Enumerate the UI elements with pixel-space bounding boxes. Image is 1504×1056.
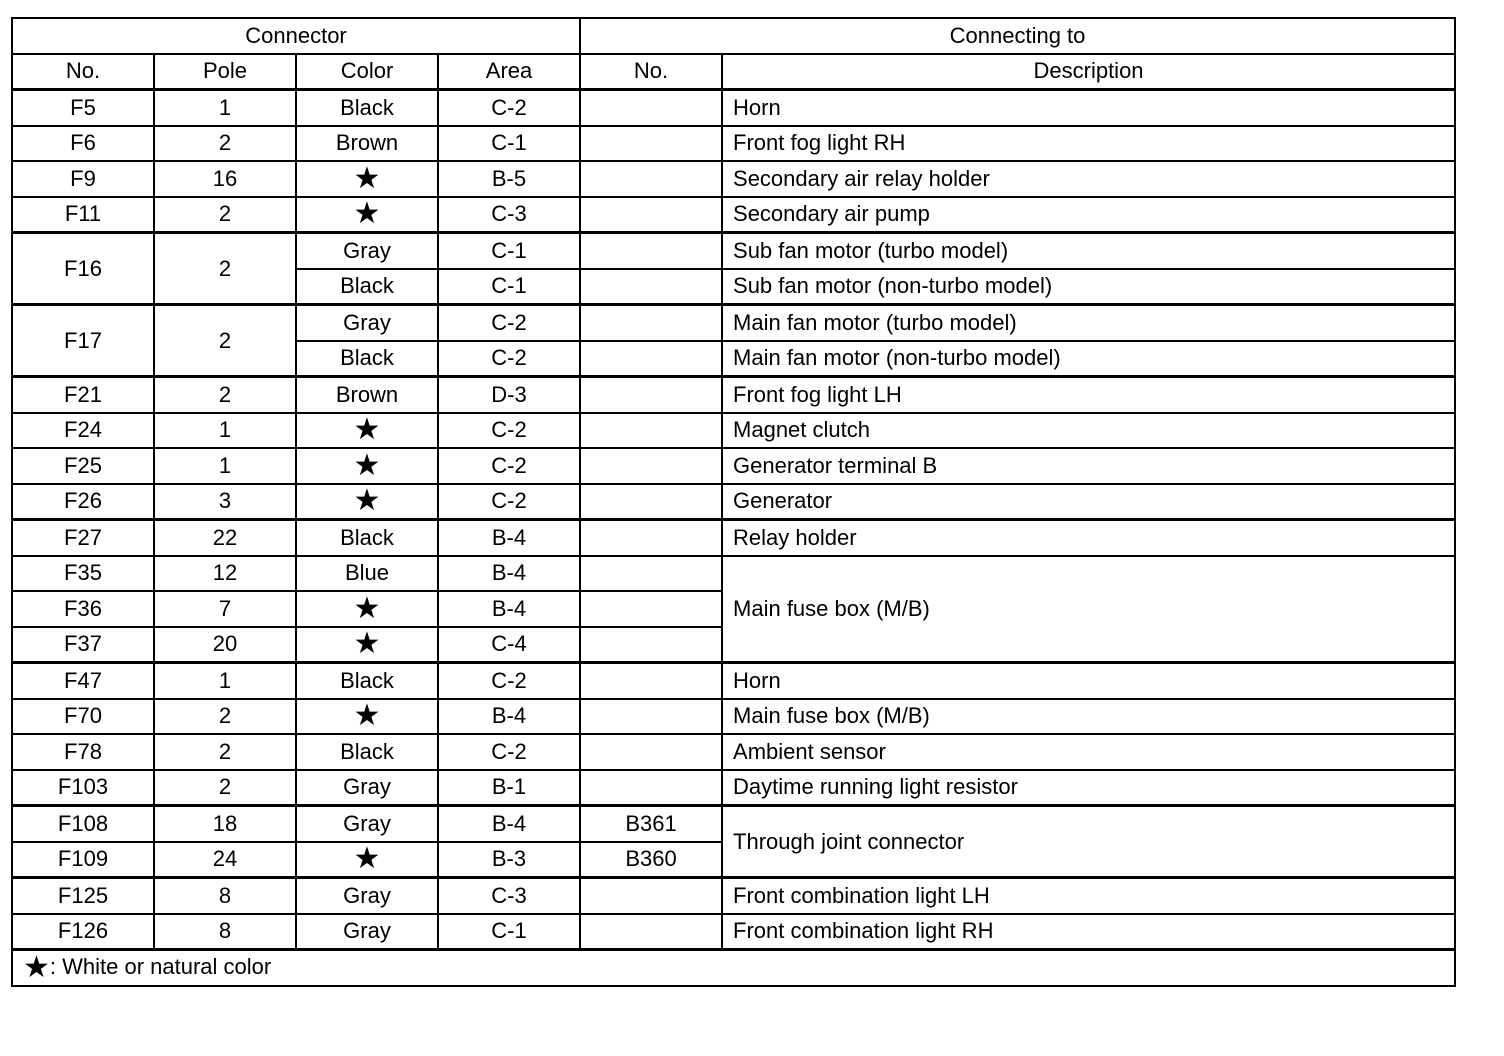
cell-color: Gray <box>296 233 438 269</box>
cell-no: F126 <box>12 914 154 950</box>
header-description: Description <box>722 54 1455 90</box>
cell-pole: 1 <box>154 90 296 126</box>
cell-pole: 1 <box>154 448 296 484</box>
table-row <box>12 914 1455 950</box>
cell-pole: 24 <box>154 842 296 878</box>
cell-connecting-no <box>580 734 722 770</box>
cell-connecting-no <box>580 556 722 592</box>
cell-color: Gray <box>296 806 438 842</box>
cell-connecting-no <box>580 269 722 305</box>
cell-description: Secondary air relay holder <box>722 161 1455 197</box>
cell-description: Relay holder <box>722 520 1455 556</box>
cell-pole: 7 <box>154 591 296 627</box>
cell-color <box>296 699 438 735</box>
cell-pole: 2 <box>154 197 296 233</box>
cell-area: C-2 <box>438 90 580 126</box>
cell-area: C-2 <box>438 448 580 484</box>
cell-description: Front combination light RH <box>722 914 1455 950</box>
table-row <box>12 556 1455 592</box>
star-icon: ★ <box>353 842 381 876</box>
cell-connecting-no: B360 <box>580 842 722 878</box>
table-row <box>12 734 1455 770</box>
cell-connecting-no <box>580 878 722 914</box>
cell-no: F26 <box>12 484 154 520</box>
star-icon: ★ <box>23 950 50 984</box>
cell-description: Front fog light LH <box>722 377 1455 413</box>
cell-area: C-1 <box>438 914 580 950</box>
cell-description: Ambient sensor <box>722 734 1455 770</box>
star-icon: ★ <box>353 161 381 195</box>
cell-no: F103 <box>12 770 154 806</box>
cell-connecting-no <box>580 341 722 377</box>
cell-pole: 1 <box>154 413 296 449</box>
header-connector: Connector <box>12 18 580 54</box>
cell-pole: 2 <box>154 233 296 305</box>
cell-color <box>296 197 438 233</box>
cell-color <box>296 842 438 878</box>
cell-area: B-4 <box>438 806 580 842</box>
table-row <box>12 197 1455 233</box>
cell-no: F37 <box>12 627 154 663</box>
cell-description: Secondary air pump <box>722 197 1455 233</box>
cell-connecting-no <box>580 233 722 269</box>
table-row <box>12 413 1455 449</box>
cell-area: B-4 <box>438 699 580 735</box>
cell-area: C-2 <box>438 663 580 699</box>
table-row <box>12 770 1455 806</box>
cell-color: Brown <box>296 377 438 413</box>
table-row <box>12 520 1455 556</box>
cell-no: F24 <box>12 413 154 449</box>
cell-no: F125 <box>12 878 154 914</box>
table-row <box>12 806 1455 842</box>
cell-pole: 12 <box>154 556 296 592</box>
table-row <box>12 663 1455 699</box>
cell-area: D-3 <box>438 377 580 413</box>
cell-color: Gray <box>296 770 438 806</box>
cell-pole: 8 <box>154 914 296 950</box>
cell-color: Brown <box>296 126 438 162</box>
cell-area: B-4 <box>438 520 580 556</box>
cell-no: F9 <box>12 161 154 197</box>
cell-color: Black <box>296 734 438 770</box>
cell-area: C-2 <box>438 341 580 377</box>
cell-description: Horn <box>722 90 1455 126</box>
cell-pole: 22 <box>154 520 296 556</box>
cell-color <box>296 161 438 197</box>
cell-description: Through joint connector <box>722 806 1455 878</box>
header-connecting-no: No. <box>580 54 722 90</box>
table-row <box>12 699 1455 735</box>
cell-no: F6 <box>12 126 154 162</box>
cell-description: Generator <box>722 484 1455 520</box>
cell-connecting-no <box>580 197 722 233</box>
cell-connecting-no <box>580 484 722 520</box>
cell-pole: 20 <box>154 627 296 663</box>
cell-no: F25 <box>12 448 154 484</box>
cell-color: Gray <box>296 305 438 341</box>
cell-area: B-4 <box>438 591 580 627</box>
cell-pole: 2 <box>154 770 296 806</box>
cell-no: F78 <box>12 734 154 770</box>
table-row <box>12 448 1455 484</box>
cell-color <box>296 448 438 484</box>
cell-color <box>296 413 438 449</box>
cell-no: F35 <box>12 556 154 592</box>
cell-connecting-no <box>580 520 722 556</box>
cell-no: F27 <box>12 520 154 556</box>
cell-description: Main fan motor (non-turbo model) <box>722 341 1455 377</box>
cell-area: C-3 <box>438 878 580 914</box>
header-no: No. <box>12 54 154 90</box>
cell-description: Front combination light LH <box>722 878 1455 914</box>
cell-color <box>296 484 438 520</box>
cell-description: Daytime running light resistor <box>722 770 1455 806</box>
cell-color <box>296 591 438 627</box>
cell-no: F36 <box>12 591 154 627</box>
cell-no: F5 <box>12 90 154 126</box>
cell-pole: 2 <box>154 377 296 413</box>
header-color: Color <box>296 54 438 90</box>
star-icon: ★ <box>353 197 381 231</box>
cell-connecting-no <box>580 161 722 197</box>
header-pole: Pole <box>154 54 296 90</box>
cell-color: Black <box>296 341 438 377</box>
cell-connecting-no <box>580 914 722 950</box>
star-icon: ★ <box>353 484 381 518</box>
cell-connecting-no <box>580 448 722 484</box>
cell-connecting-no <box>580 663 722 699</box>
cell-pole: 2 <box>154 699 296 735</box>
cell-area: B-1 <box>438 770 580 806</box>
cell-area: C-4 <box>438 627 580 663</box>
cell-description: Sub fan motor (non-turbo model) <box>722 269 1455 305</box>
cell-area: C-2 <box>438 413 580 449</box>
cell-connecting-no <box>580 413 722 449</box>
star-icon: ★ <box>353 699 381 733</box>
table-row <box>12 377 1455 413</box>
cell-connecting-no <box>580 305 722 341</box>
cell-no: F17 <box>12 305 154 377</box>
cell-description: Main fan motor (turbo model) <box>722 305 1455 341</box>
cell-connecting-no <box>580 627 722 663</box>
cell-description: Magnet clutch <box>722 413 1455 449</box>
cell-connecting-no <box>580 377 722 413</box>
cell-connecting-no <box>580 591 722 627</box>
cell-pole: 18 <box>154 806 296 842</box>
cell-area: C-1 <box>438 233 580 269</box>
cell-no: F11 <box>12 197 154 233</box>
table-row <box>12 126 1455 162</box>
cell-pole: 2 <box>154 126 296 162</box>
cell-color: Black <box>296 269 438 305</box>
cell-no: F108 <box>12 806 154 842</box>
cell-description: Front fog light RH <box>722 126 1455 162</box>
star-icon: ★ <box>353 413 381 447</box>
star-icon: ★ <box>353 627 381 661</box>
cell-area: B-5 <box>438 161 580 197</box>
legend-text: : White or natural color <box>49 953 272 979</box>
cell-no: F109 <box>12 842 154 878</box>
cell-pole: 8 <box>154 878 296 914</box>
cell-area: C-2 <box>438 734 580 770</box>
cell-color: Black <box>296 520 438 556</box>
cell-pole: 2 <box>154 734 296 770</box>
cell-pole: 16 <box>154 161 296 197</box>
cell-connecting-no <box>580 126 722 162</box>
cell-connecting-no <box>580 699 722 735</box>
cell-pole: 3 <box>154 484 296 520</box>
cell-pole: 1 <box>154 663 296 699</box>
cell-area: B-3 <box>438 842 580 878</box>
cell-description: Generator terminal B <box>722 448 1455 484</box>
cell-description: Sub fan motor (turbo model) <box>722 233 1455 269</box>
cell-connecting-no <box>580 90 722 126</box>
cell-area: C-3 <box>438 197 580 233</box>
cell-no: F47 <box>12 663 154 699</box>
legend-row <box>12 950 1455 986</box>
cell-color: Black <box>296 663 438 699</box>
table-row <box>12 305 1455 341</box>
cell-connecting-no: B361 <box>580 806 722 842</box>
cell-connecting-no <box>580 770 722 806</box>
cell-color: Black <box>296 90 438 126</box>
cell-pole: 2 <box>154 305 296 377</box>
cell-area: C-1 <box>438 269 580 305</box>
table-row <box>12 484 1455 520</box>
table-row <box>12 90 1455 126</box>
table-row <box>12 233 1455 269</box>
header-connecting-to: Connecting to <box>580 18 1455 54</box>
star-icon: ★ <box>353 448 381 482</box>
legend <box>12 950 1455 986</box>
cell-description: Main fuse box (M/B) <box>722 699 1455 735</box>
cell-description: Horn <box>722 663 1455 699</box>
cell-color: Blue <box>296 556 438 592</box>
table-row <box>12 878 1455 914</box>
cell-color: Gray <box>296 914 438 950</box>
cell-area: C-1 <box>438 126 580 162</box>
table-row <box>12 161 1455 197</box>
cell-area: B-4 <box>438 556 580 592</box>
cell-area: C-2 <box>438 305 580 341</box>
connector-table <box>11 17 1456 987</box>
cell-no: F16 <box>12 233 154 305</box>
header-area: Area <box>438 54 580 90</box>
cell-no: F21 <box>12 377 154 413</box>
cell-area: C-2 <box>438 484 580 520</box>
cell-description: Main fuse box (M/B) <box>722 556 1455 663</box>
cell-color <box>296 627 438 663</box>
cell-color: Gray <box>296 878 438 914</box>
cell-no: F70 <box>12 699 154 735</box>
star-icon: ★ <box>353 591 381 625</box>
